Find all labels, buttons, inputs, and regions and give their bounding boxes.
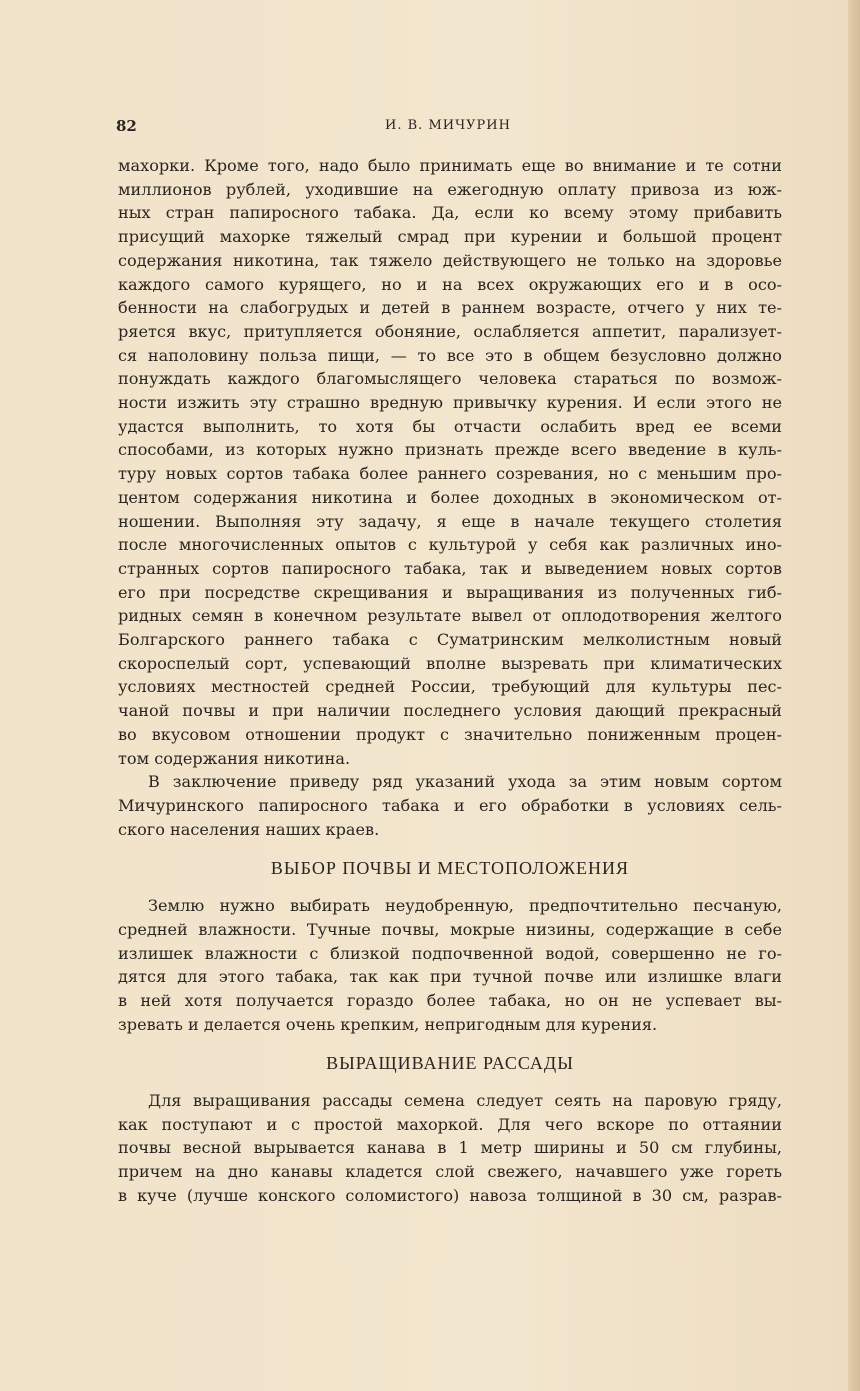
text-line: ношении. Выполняя эту задачу, я еще в начале текущего столетия [118, 511, 782, 531]
text-line: его при посредстве скрещивания и выращивания из полученных гиб- [118, 582, 782, 602]
text-line: зревать и делается очень крепким, непригодным для курения. [118, 1014, 658, 1034]
paragraph-2 [118, 770, 782, 841]
text-line: после многочисленных опытов с культурой у себя как различных ино- [118, 535, 782, 555]
text-line: в куче (лучше конского соломистого) навоза толщиной в 30 см, разрав- [118, 1185, 782, 1205]
text-line: бенности на слабогрудых и детей в раннем возрасте, отчего у них те- [118, 298, 782, 318]
text-line: чаной почвы и при наличии последнего условия дающий прекрасный [118, 701, 782, 721]
text-line: содержания никотина, так тяжело действующего не только на здоровье [118, 250, 782, 270]
section-soil-text [118, 894, 782, 1036]
text-line: ридных семян в конечном результате вывел от оплодотворения желтого [118, 606, 782, 626]
page-edge [848, 0, 860, 1391]
text-line: ности изжить эту страшно вредную привычку курения. И если этого не [118, 393, 782, 413]
text-line: излишек влажности с близкой подпочвенной водой, совершенно не го- [118, 943, 782, 963]
paragraph-1 [118, 154, 782, 770]
text-line: дятся для этого табака, так как при тучной почве или излишке влаги [118, 967, 782, 987]
text-line: центом содержания никотина и более доходных в экономическом от- [118, 487, 782, 507]
text-line: понуждать каждого благомыслящего человека стараться по возмож- [118, 369, 782, 389]
text-line: В заключение приведу ряд указаний ухода за этим новым сортом [148, 772, 782, 792]
text-line: причем на дно канавы кладется слой свежего, начавшего уже гореть [118, 1162, 782, 1182]
text-line: почвы весной вырывается канава в 1 метр ширины и 50 см глубины, [118, 1138, 782, 1158]
text-line: средней влажности. Тучные почвы, мокрые низины, содержащие в себе [118, 919, 782, 939]
text-line: ряется вкус, притупляется обоняние, ослабляется аппетит, парализует- [118, 321, 782, 341]
text-line: махорки. Кроме того, надо было принимать еще во внимание и те сотни [118, 156, 782, 175]
text-line: туру новых сортов табака более раннего созревания, но с меньшим про- [118, 464, 782, 484]
section-seedlings-text [118, 1089, 782, 1208]
text-line: том содержания никотина. [118, 748, 351, 768]
running-head: И. В. МИЧУРИН [385, 118, 511, 133]
text-line: в ней хотя получается гораздо более табака, но он не успевает вы- [118, 990, 782, 1010]
text-line: ных стран папиросного табака. Да, если ко всему этому прибавить [118, 203, 782, 223]
text-line: во вкусовом отношении продукт с значительно пониженным процен- [118, 724, 782, 744]
section-title-soil: ВЫБОР ПОЧВЫ И МЕСТОПОЛОЖЕНИЯ [270, 858, 630, 879]
text-line: присущий махорке тяжелый смрад при курении и большой процент [118, 227, 782, 247]
text-line: ского населения наших краев. [118, 819, 380, 839]
text-line: миллионов рублей, уходившие на ежегодную оплату привоза из юж- [118, 179, 782, 199]
text-line: удастся выполнить, то хотя бы отчасти ослабить вред ее всеми [118, 416, 782, 436]
text-line: скороспелый сорт, успевающий вполне вызревать при климатических [118, 653, 782, 673]
text-line: каждого самого курящего, но и на всех окружающих его и в осо- [118, 274, 782, 294]
text-line: Мичуринского папиросного табака и его обработки в условиях сель- [118, 795, 782, 815]
body-text [118, 154, 782, 1208]
text-line: ся наполовину польза пищи, — то все это в общем безусловно должно [118, 345, 782, 365]
text-line: Болгарского раннего табака с Суматринским мелколистным новый [118, 630, 782, 650]
text-line: условиях местностей средней России, требующий для культуры пес- [118, 677, 782, 697]
text-line: странных сортов папиросного табака, так и выведением новых сортов [118, 558, 782, 578]
text-line: Землю нужно выбирать неудобренную, предпочтительно песчаную, [148, 896, 782, 916]
section-title-seedlings: ВЫРАЩИВАНИЕ РАССАДЫ [326, 1053, 574, 1074]
page-header [116, 113, 780, 139]
text-line: как поступают и с простой махоркой. Для чего вскоре по оттаянии [118, 1114, 782, 1134]
page-number: 82 [116, 117, 137, 135]
text-line: Для выращивания рассады семена следует сеять на паровую гряду, [148, 1091, 782, 1111]
text-line: способами, из которых нужно признать прежде всего введение в куль- [118, 440, 782, 460]
